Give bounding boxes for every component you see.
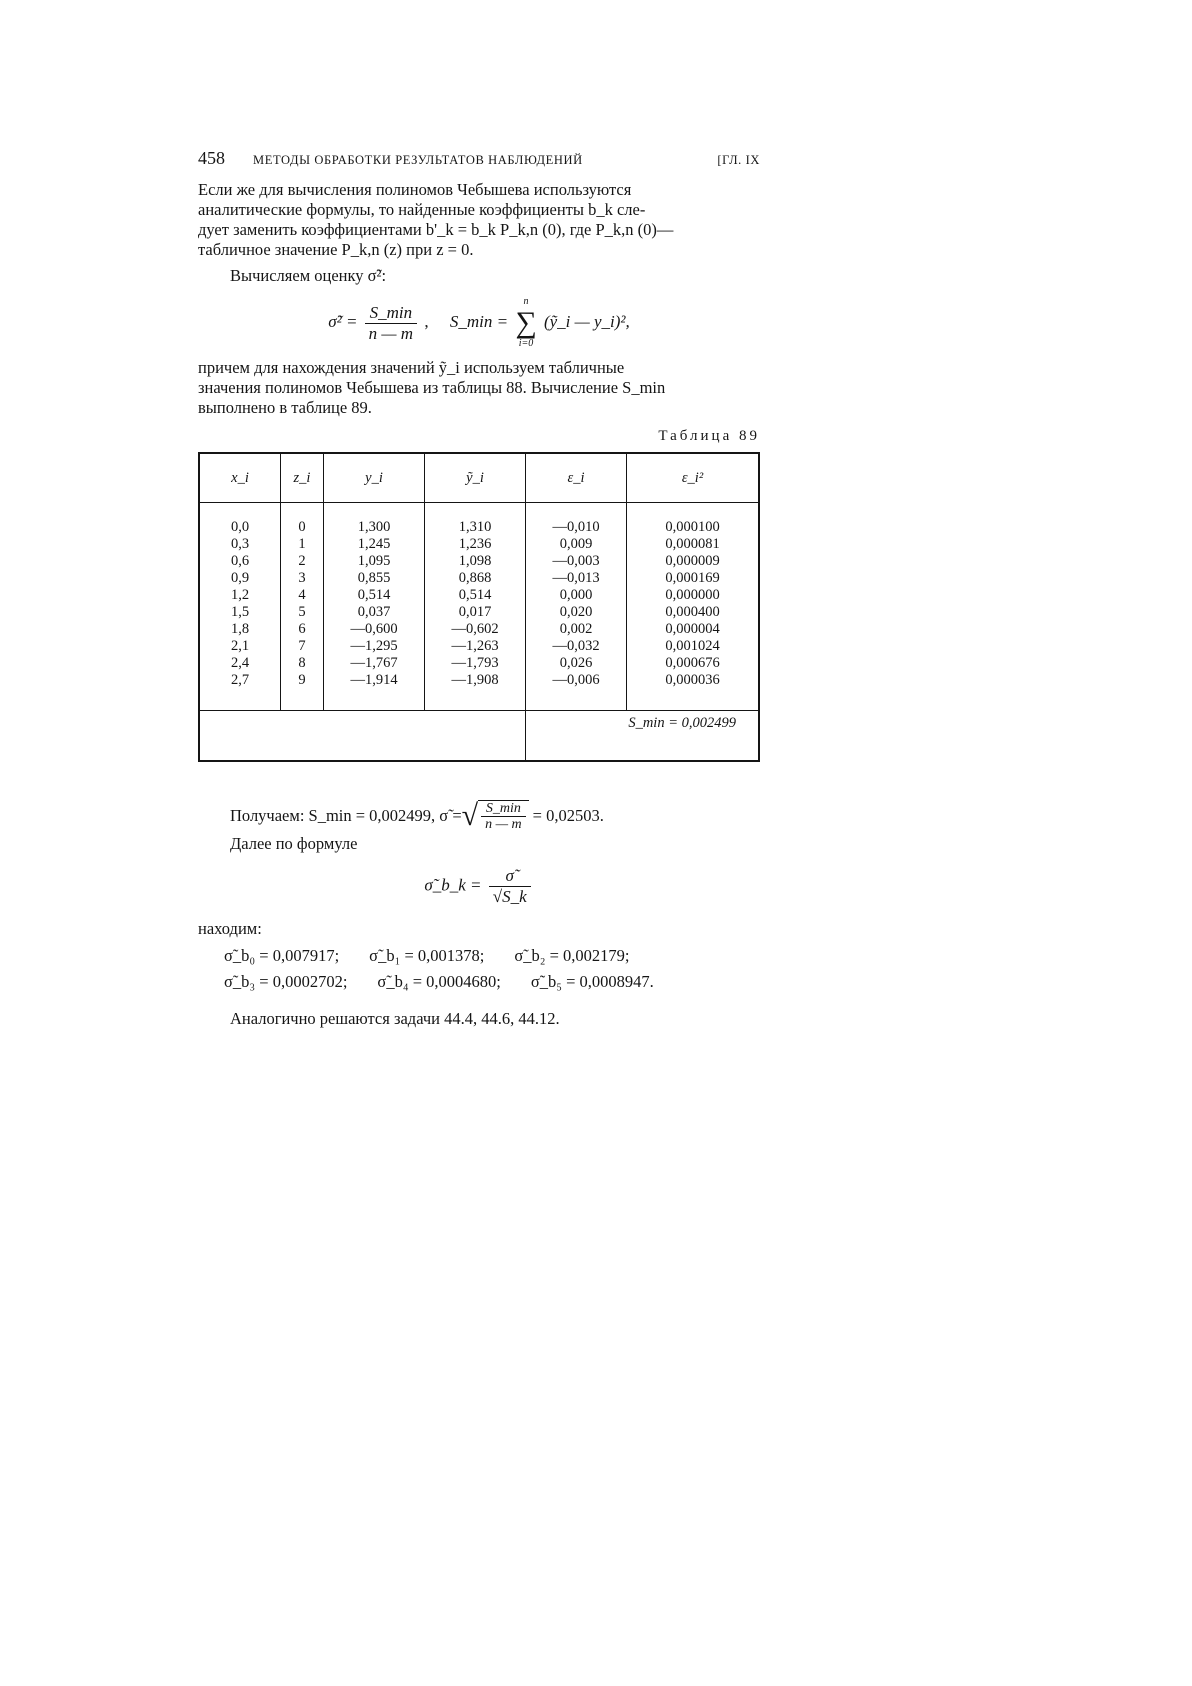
table-cell: 9: [298, 672, 306, 688]
table-cell: 0,855: [357, 570, 391, 586]
table-cell: 0,6: [230, 553, 250, 569]
table-cell: 1,5: [230, 604, 250, 620]
sum-upper-limit: n: [523, 296, 529, 307]
table-cell: 0: [298, 519, 306, 535]
sum-lower-limit: i=0: [518, 338, 534, 349]
running-title: МЕТОДЫ ОБРАБОТКИ РЕЗУЛЬТАТОВ НАБЛЮДЕНИЙ: [253, 153, 583, 167]
sqrt-numerator: S_min: [481, 801, 526, 817]
column-y: [324, 503, 425, 711]
header-eps-squared: ε_i²: [627, 453, 760, 503]
sqrt-body: [478, 800, 529, 832]
header-z: z_i: [281, 453, 324, 503]
table-cell: —1,263: [451, 638, 499, 654]
table-cell: 3: [298, 570, 306, 586]
text-line: выполнено в таблице 89.: [198, 398, 372, 417]
formula-lhs: σ̃² =: [328, 311, 358, 331]
footer-empty: [199, 711, 526, 762]
sum-term: (ỹ_i — y_i)²,: [543, 311, 630, 331]
table-cell: 1,095: [357, 553, 391, 569]
table-cell: 2,7: [230, 672, 250, 688]
text-line: причем для нахождения значений ỹ_i используем табличные: [198, 358, 625, 377]
sigma-result: σ̃_b₀ = 0,007917;: [224, 946, 340, 965]
table-cell: —0,602: [451, 621, 499, 637]
table-cell: 0,000: [559, 587, 593, 603]
formula2-numerator: σ̃: [489, 866, 531, 887]
header-ytilde: ỹ_i: [425, 453, 526, 503]
result-suffix: = 0,02503.: [532, 806, 604, 825]
fraction: [365, 303, 417, 344]
table-cell: 0,0: [230, 519, 250, 535]
table-cell: —1,914: [350, 672, 398, 688]
sqrt-expression: [462, 800, 529, 832]
table-cell: 0,020: [559, 604, 593, 620]
sqrt-fraction: [481, 801, 526, 832]
table-cell: 0,026: [559, 655, 593, 671]
sqrt-denominator: n — m: [485, 817, 522, 832]
table-caption: Таблица 89: [658, 428, 760, 444]
text-line: значения полиномов Чебышева из таблицы 88. Вычисление S_min: [198, 378, 666, 397]
table-cell: 1,310: [458, 519, 492, 535]
table-cell: 0,001024: [665, 638, 720, 654]
table-cell: —0,003: [552, 553, 600, 569]
formula-smin-lhs: S_min =: [449, 311, 509, 331]
sigma-b-formula: [198, 866, 760, 907]
table-cell: 0,000081: [665, 536, 720, 552]
sigma-result: σ̃_b₂ = 0,002179;: [514, 946, 630, 965]
sigma-results-row-2: [224, 969, 760, 995]
table-cell: 0,002: [559, 621, 593, 637]
table-cell: 2,1: [230, 638, 250, 654]
table-cell: 0,000036: [665, 672, 720, 688]
sigma-result: σ̃_b₄ = 0,0004680;: [377, 972, 501, 991]
column-x: [199, 503, 281, 711]
fraction-denominator: n — m: [368, 323, 414, 343]
table-cell: 0,000676: [665, 655, 720, 671]
sum-operator: [515, 296, 536, 350]
text-line: Если же для вычисления полиномов Чебышева используются: [198, 180, 632, 199]
column-z: [281, 503, 324, 711]
table-cell: 0,000100: [665, 519, 720, 535]
column-ytilde: [425, 503, 526, 711]
table-cell: —0,013: [552, 570, 600, 586]
text-line: аналитические формулы, то найденные коэффициенты b_k сле-: [198, 200, 646, 219]
table-cell: —1,908: [451, 672, 499, 688]
table-cell: 0,009: [559, 536, 593, 552]
sigma-results-row-1: [224, 943, 760, 969]
sqrt-icon: √: [461, 799, 479, 832]
table-cell: 1,236: [458, 536, 492, 552]
formula2-fraction: [489, 866, 531, 907]
table-cell: 1: [298, 536, 306, 552]
text-line: находим:: [198, 919, 262, 938]
table-cell: 6: [298, 621, 306, 637]
text-line: Далее по формуле: [230, 834, 358, 853]
table-cell: 1,8: [230, 621, 250, 637]
table-cell: 8: [298, 655, 306, 671]
table-cell: 4: [298, 587, 306, 603]
data-table: [198, 452, 760, 762]
table-cell: 1,245: [357, 536, 391, 552]
table-cell: 0,000009: [665, 553, 720, 569]
table-cell: 2: [298, 553, 306, 569]
table-cell: 0,514: [357, 587, 391, 603]
sigma-sum-icon: ∑: [515, 306, 537, 339]
table-cell: —0,006: [552, 672, 600, 688]
table-cell: —0,010: [552, 519, 600, 535]
sigma-result: σ̃_b₅ = 0,0008947.: [530, 972, 654, 991]
table-cell: 1,098: [458, 553, 492, 569]
sigma-formula: [198, 296, 760, 350]
text-line: Вычисляем оценку σ̃²:: [230, 266, 387, 285]
table-cell: —1,767: [350, 655, 398, 671]
second-paragraph: [198, 358, 760, 418]
header-eps: ε_i: [526, 453, 627, 503]
table-cell: 0,000000: [665, 587, 720, 603]
table-cell: 0,000169: [665, 570, 720, 586]
formula2-lhs: σ̃_b_k =: [424, 875, 482, 895]
column-eps: [526, 503, 627, 711]
page-number: 458: [198, 148, 225, 168]
table-cell: 0,000400: [665, 604, 720, 620]
intro-paragraph: [198, 180, 760, 286]
table-body-row: [199, 503, 759, 711]
table-cell: 0,000004: [665, 621, 720, 637]
table-cell: 0,9: [230, 570, 250, 586]
column-eps-squared: [627, 503, 760, 711]
footer-smin: S_min = 0,002499: [526, 711, 760, 762]
table-cell: —0,600: [350, 621, 398, 637]
header-y: y_i: [324, 453, 425, 503]
table-cell: 1,2: [230, 587, 250, 603]
formula-separator: ,: [424, 311, 429, 331]
formula2-denominator: √S_k: [492, 887, 527, 906]
table-footer-row: [199, 711, 759, 762]
sigma-result: σ̃_b₁ = 0,001378;: [369, 946, 485, 965]
results-block: [198, 799, 760, 1033]
header-x: x_i: [199, 453, 281, 503]
table-cell: 0,868: [458, 570, 492, 586]
table-cell: 0,037: [357, 604, 391, 620]
closing-line: Аналогично решаются задачи 44.4, 44.6, 44.12.: [230, 1009, 560, 1028]
table-cell: 1,300: [357, 519, 391, 535]
table-cell: —1,793: [451, 655, 499, 671]
table-cell: 7: [298, 638, 306, 654]
sigma-result: σ̃_b₃ = 0,0002702;: [224, 972, 348, 991]
chapter-label: [ГЛ. IX: [717, 153, 760, 167]
book-page: [198, 148, 760, 1033]
table-cell: 0,3: [230, 536, 250, 552]
table-cell: 0,017: [458, 604, 492, 620]
text-line: табличное значение P_k,n (z) при z = 0.: [198, 240, 474, 259]
table-cell: 5: [298, 604, 306, 620]
result-prefix: Получаем: S_min = 0,002499, σ̃ =: [230, 806, 462, 825]
table-cell: 0,514: [458, 587, 492, 603]
fraction-numerator: S_min: [365, 303, 417, 324]
table-cell: —1,295: [350, 638, 398, 654]
page-header: [198, 148, 760, 174]
table-cell: 2,4: [230, 655, 250, 671]
text-line: дует заменить коэффициентами b'_k = b_k P_k,n (0), где P_k,n (0)—: [198, 220, 674, 239]
table-cell: —0,032: [552, 638, 600, 654]
result-line: [230, 799, 760, 832]
table-header-row: [199, 453, 759, 503]
